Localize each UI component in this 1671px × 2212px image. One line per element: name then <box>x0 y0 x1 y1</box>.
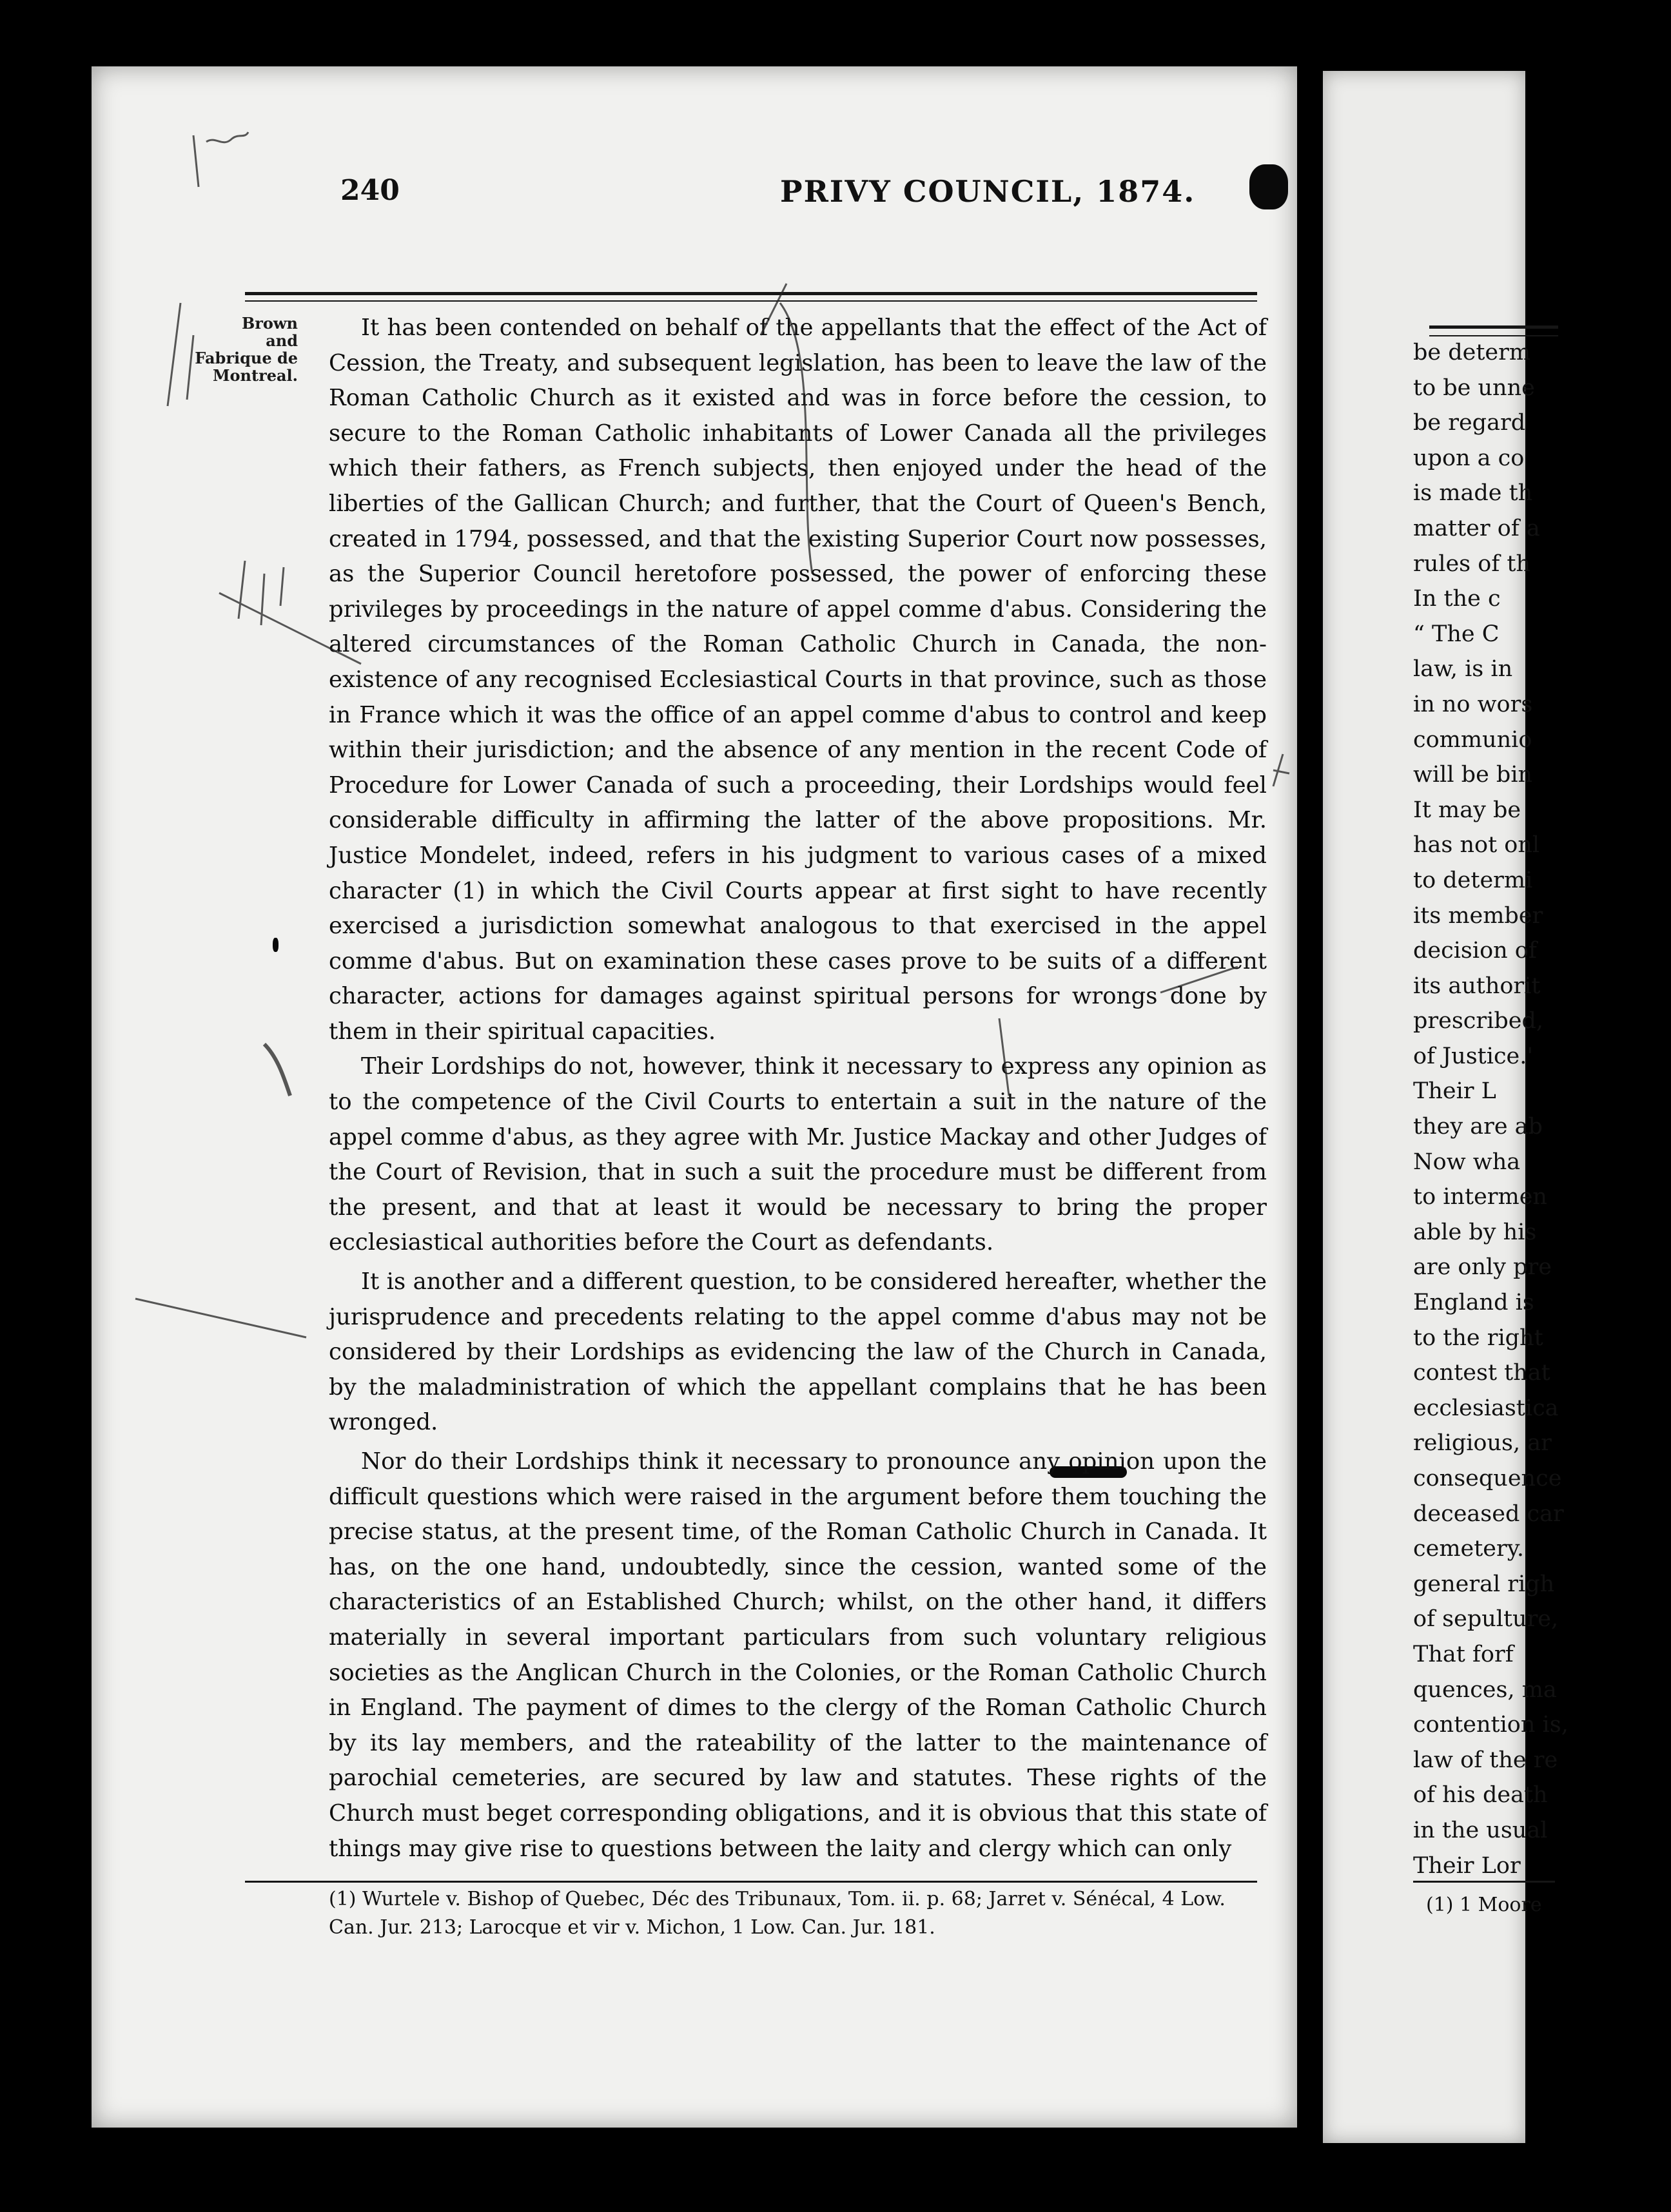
right-column-line: contest that <box>1413 1360 1550 1386</box>
right-column-line: religious, ar <box>1413 1430 1552 1457</box>
paragraph: It has been contended on behalf of the appellants that the effect of the Act of Cession, the Treaty, and subsequent legislation, has been to leave the law of the Roman Catholic Church as it existed and was in force before the cession, to secure to the Roman Catholic inhabitants of Lower Canada all the privileges which their fathers, as French subjects, then enjoyed under the head of the liberties of the Gallican Church; and further, that the Court of Queen's Bench, created in 1794, possessed, and that the existing Superior Court now possesses, as the Superior Council heretofore possessed, the power of enforcing these privileges by proceedings in the nature of appel comme d'abus. Considering the altered circumstances of the Roman Catholic Church in Canada, the non-existence of any recognised Ecclesiastical Courts in that province, such as those in France which it was the office of an appel comme d'abus to control and keep within their jurisdiction; and the absence of any mention in the recent Code of Procedure for Lower Canada of such a proceeding, their Lordships would feel considerable difficulty in affirming the latter of the above propositions. Mr. Justice Mondelet, indeed, refers in his judgment to various cases of a mixed character (1) in which the Civil Courts appear at first sight to have recently exercised a jurisdiction somewhat analogous to that exercised in the appel comme d'abus. But on examination these cases prove to be suits of a different character, actions for damages against spiritual persons for wrongs done by them in their spiritual capacities. <box>329 315 1267 1045</box>
paragraph: Nor do their Lordships think it necessary to pronounce any opinion upon the difficult questions which were raised in the argument before them touching the precise status, at the present time, of the Roman Catholic Church in Canada. It has, on the one hand, undoubtedly, since the cession, wanted some of the characteristics of an Established Church; whilst, on the other hand, it differs materially in several important particulars from such voluntary religious societies as the Anglican Church in the Colonies, or the Roman Catholic Church in England. The payment of dimes to the clergy of the Roman Catholic Church by its lay members, and the rateability of the latter to the maintenance of parochial cemeteries, are secured by law and statutes. These rights of the Church must beget corresponding obligations, and it is obvious that this state of things may give rise to questions between the laity and clergy which can only <box>329 1448 1267 1862</box>
right-column-line: In the c <box>1413 586 1501 612</box>
right-column-line: It may be <box>1413 797 1521 823</box>
right-column-line: able by his <box>1413 1219 1537 1245</box>
right-column-line: are only pre <box>1413 1254 1552 1281</box>
sidenote-line: Brown <box>241 314 298 333</box>
right-column-line: cemetery. <box>1413 1536 1524 1562</box>
page-number: 240 <box>340 174 400 207</box>
right-column-line: is made th <box>1413 480 1533 507</box>
right-column-line: of his death <box>1413 1782 1548 1809</box>
text-scribble <box>761 284 787 335</box>
paragraph: Their Lordships do not, however, think it necessary to express any opinion as to the competence of the Civil Courts to entertain a suit in the nature of the appel comme d'abus, as they agree with Mr. Justice Mackay and other Judges of the Court of Revision, that in such a suit the procedure must be different from the present, and that at least it would be necessary to bring the proper ecclesiastical authorities before the Court as defendants. <box>329 1053 1267 1256</box>
margin-scribble <box>168 303 193 406</box>
right-column-line: England is <box>1413 1290 1534 1316</box>
right-column-line: of Justice.' <box>1413 1043 1534 1069</box>
text-scribble <box>780 303 812 574</box>
right-footnote: (1) 1 Moore <box>1426 1894 1542 1916</box>
right-column-line: to intermen <box>1413 1184 1547 1210</box>
right-column-line: “ The C <box>1413 621 1500 647</box>
text-scribble <box>999 1018 1009 1096</box>
text-scribble <box>1273 754 1289 786</box>
right-column-line: ecclesiastica <box>1413 1395 1559 1421</box>
right-column-line: Their L <box>1413 1078 1496 1105</box>
right-column-line: deceased car <box>1413 1500 1564 1527</box>
right-column-line: contention is, <box>1413 1712 1568 1738</box>
right-column-line: they are ab <box>1413 1114 1543 1140</box>
right-column-line: to be unne <box>1413 374 1535 401</box>
text-scribble <box>1160 967 1238 993</box>
right-column-line: general righ <box>1413 1571 1555 1597</box>
page-title: PRIVY COUNCIL, 1874. <box>780 174 1196 209</box>
right-column-line: in the usual <box>1413 1817 1548 1843</box>
right-column-line: matter of a <box>1413 515 1540 541</box>
sidenote-line: Fabrique de <box>195 349 298 367</box>
right-column-line: decision of <box>1413 938 1537 964</box>
right-column-line: upon a co <box>1413 445 1525 471</box>
right-column-line: quences, ma <box>1413 1676 1557 1703</box>
paragraph: It is another and a different question, to be considered hereafter, whether the jurisprudence and precedents relating to the appel comme d'abus may not be considered by their Lordships as evidencing the law of the Church in Canada, by the maladministration of which the appellant complains that he has been wronged. <box>329 1268 1267 1436</box>
right-column-line: in no wors <box>1413 691 1533 717</box>
right-column-line: be determ <box>1413 340 1531 365</box>
margin-scribble <box>193 132 248 187</box>
right-column-line: Their Lor <box>1413 1852 1521 1879</box>
right-column-line: has not onl <box>1413 832 1540 859</box>
right-column-line: to the right <box>1413 1324 1543 1351</box>
margin-scribble <box>264 1044 290 1096</box>
margin-scribble <box>135 1299 306 1337</box>
right-column-line: its authorit <box>1413 973 1541 999</box>
right-column-line: its member <box>1413 902 1543 929</box>
right-column-line: be regard <box>1413 410 1526 436</box>
sidenote-line: Montreal. <box>212 366 298 385</box>
right-column-line: Now wha <box>1413 1149 1521 1175</box>
right-column-line: will be bin <box>1413 762 1533 788</box>
right-column-line: to determi <box>1413 867 1533 893</box>
right-column-line: of sepulture, <box>1413 1606 1559 1633</box>
right-column-line: rules of th <box>1413 550 1531 577</box>
margin-scribble <box>219 593 361 664</box>
right-column-line: consequence <box>1413 1466 1562 1491</box>
footnote: (1) Wurtele v. Bishop of Quebec, Déc des Tribunaux, Tom. ii. p. 68; Jarret v. Sénécal, 4 Low. Can. Jur. 213; Larocque et vir v. Michon, 1 Low. Can. Jur. 181. <box>329 1888 1226 1939</box>
right-column-line: law of the re <box>1413 1747 1558 1773</box>
right-column-line: prescribed, <box>1413 1008 1543 1034</box>
margin-scribble <box>239 561 284 625</box>
sidenote-line: and <box>266 331 298 350</box>
right-column-line: law, is in <box>1413 656 1513 683</box>
right-column-line: That forf <box>1413 1641 1514 1667</box>
right-column-line: communio <box>1413 726 1532 753</box>
